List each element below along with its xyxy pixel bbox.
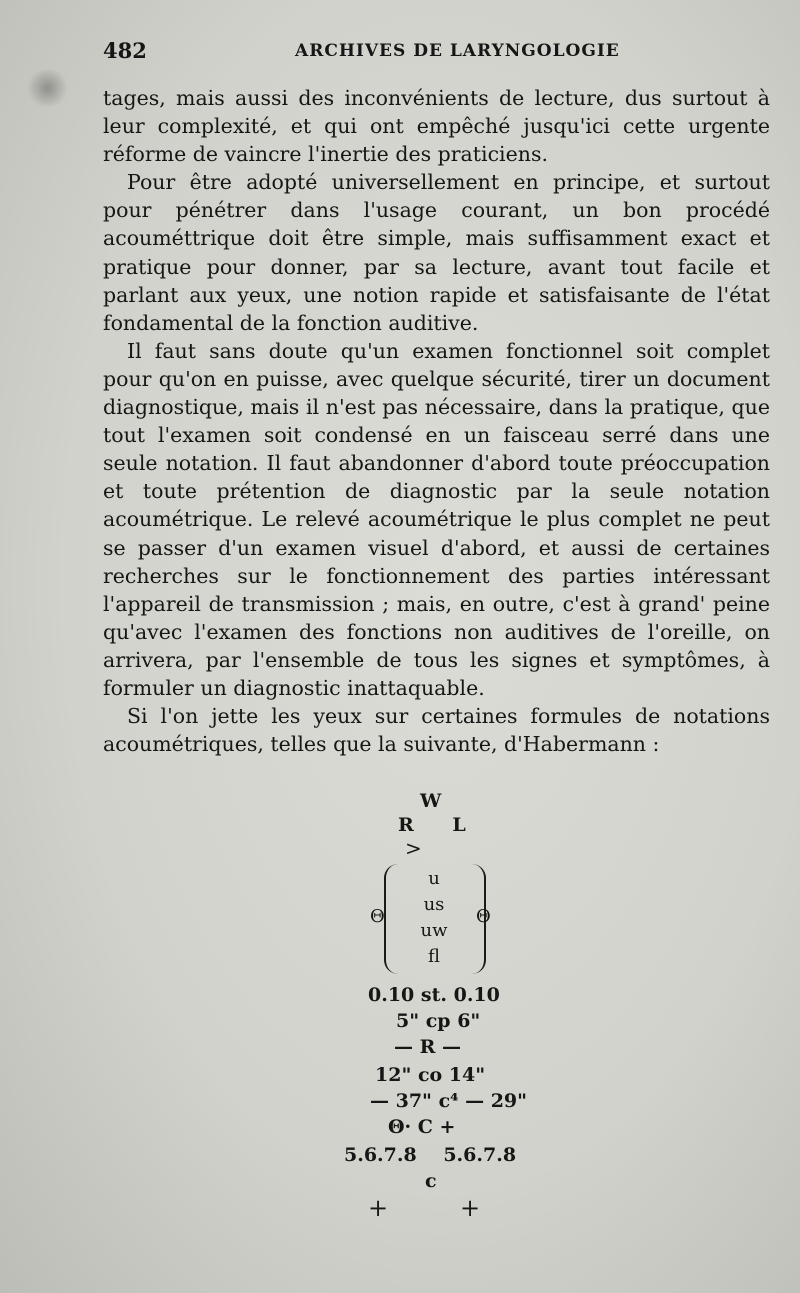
running-title: ARCHIVES DE LARYNGOLOGIE	[295, 41, 620, 61]
left-brace	[384, 864, 402, 974]
formula-st: 0.10 st. 0.10	[368, 984, 500, 1006]
formula-w: W	[420, 790, 442, 812]
acoumetric-formula	[330, 786, 550, 1286]
formula-theta-left: Θ	[370, 906, 385, 927]
formula-cp: 5" cp 6"	[396, 1010, 481, 1032]
formula-r-l: R L	[398, 814, 466, 836]
paragraph: Pour être adopté universellement en principe, et surtout pour pénétrer dans l'usage courant, un bon procédé acouméttrique doit être simple, mais suffisamment exact et pratique pour donner, par sa lecture, avant tout facile et parlant aux yeux, une notion rapide et satisfaisante de l'état fondamental de la fonction auditive.	[103, 170, 770, 335]
stack-item: fl	[427, 946, 440, 967]
formula-stack	[414, 866, 454, 970]
paragraph: Si l'on jette les yeux sur certaines formules de notations acoumétriques, telles que la suivante, d'Habermann :	[103, 704, 770, 757]
page-header	[0, 38, 800, 74]
formula-theta-right: Θ	[476, 906, 491, 927]
formula-plus-right: +	[460, 1194, 481, 1222]
formula-theta-c: Θ· C +	[388, 1116, 456, 1138]
ink-smudge	[25, 70, 70, 106]
formula-greater-than: >	[405, 836, 422, 860]
paragraph: Il faut sans doute qu'un examen fonctionnel soit complet pour qu'on en puisse, avec quelque sécurité, tirer un document diagnostique, mais il n'est pas nécessaire, dans la pratique, que tout l'examen soit condensé en un faisceau serré dans une seule notation. Il faut abandonner d'abord toute préoccupation et toute prétention de diagnostic par la seule notation acoumétrique. Le relevé acoumétrique le plus complet ne peut se passer d'un examen visuel d'abord, et aussi de certaines recherches sur le fonctionnement des parties intéressant l'appareil de transmission ; mais, en outre, c'est à grand' peine qu'avec l'examen des fonctions non auditives de l'oreille, on arrivera, par l'ensemble de tous les signes et symptômes, à formuler un diagnostic inattaquable.	[103, 338, 770, 700]
formula-co: 12" co 14"	[375, 1064, 486, 1086]
formula-plus-left: +	[368, 1194, 389, 1222]
page-number: 482	[103, 38, 147, 63]
formula-r: — R —	[394, 1036, 462, 1058]
stack-item: u	[428, 868, 440, 889]
paragraph: tages, mais aussi des inconvénients de lecture, dus surtout à leur complexité, et qui ont empêché jusqu'ici cette urgente réforme de vaincre l'inertie des praticiens.	[103, 86, 770, 167]
stack-item: uw	[420, 920, 448, 941]
formula-numbers: 5.6.7.8 5.6.7.8	[344, 1144, 517, 1166]
stack-item: us	[423, 894, 445, 915]
formula-c4: — 37" c⁴ — 29"	[370, 1090, 528, 1112]
body-text	[103, 84, 770, 758]
formula-c: c	[425, 1170, 437, 1192]
